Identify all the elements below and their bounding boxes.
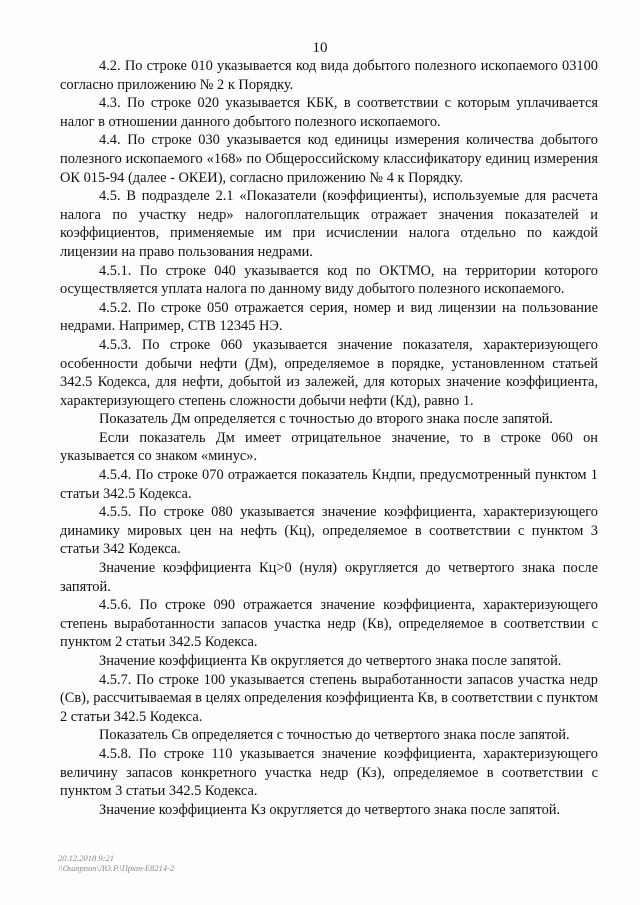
paragraph-4-5: 4.5. В подразделе 2.1 «Показатели (коэффициенты), используемые для расчета налога по участку недр» налогоплательщик отражает значения показателей и коэффициентов, применяемые им при исчислении налога отдельно по каждой лицензии на право пользования недрами.	[60, 188, 598, 260]
document-body	[60, 57, 598, 819]
print-stamp	[58, 853, 174, 873]
paragraph-4-5-4: 4.5.4. По строке 070 отражается показатель Кндпи, предусмотренный пунктом 1 статьи 342.5 Кодекса.	[60, 467, 598, 502]
print-stamp-date: 20.12.2018 9:21	[58, 853, 114, 863]
print-stamp-path: \\Ошпрпнп\ЛО.Р.\Пркт-Е8214-2	[58, 863, 175, 873]
paragraph-kv-rounding: Значение коэффициента Кв округляется до четвертого знака после запятой.	[99, 653, 562, 669]
paragraph-dm-negative: Если показатель Дм имеет отрицательное значение, то в строке 060 он указывается со знаком «минус».	[60, 429, 598, 465]
paragraph-dm-precision: Показатель Дм определяется с точностью до второго знака после запятой.	[99, 411, 553, 428]
paragraph-sv-precision: Показатель Св определяется с точностью до четвертого знака после запятой.	[99, 727, 570, 744]
paragraph-4-4: 4.4. По строке 030 указывается код единицы измерения количества добытого полезного ископаемого «168» по Общероссийскому классификатору единиц измерения ОК 015-94 (далее - ОКЕИ), согласно приложению № 4 к Порядку.	[60, 132, 598, 186]
page-number: 10	[312, 40, 328, 56]
paragraph-kc-rounding: Значение коэффициента Кц>0 (нуля) округляется до четвертого знака после запятой.	[60, 560, 598, 595]
paragraph-4-5-5: 4.5.5. По строке 080 указывается значение коэффициента, характеризующего динамику мировых цен на нефть (Кц), определяемое в соответствии с пунктом 3 статьи 342 Кодекса.	[60, 504, 598, 558]
paragraph-kz-rounding: Значение коэффициента Кз округляется до четвертого знака после запятой.	[99, 801, 561, 818]
paragraph-4-2: 4.2. По строке 010 указывается код вида добытого полезного ископаемого 03100 согласно приложению № 2 к Порядку.	[60, 58, 598, 93]
paragraph-4-5-2: 4.5.2. По строке 050 отражается серия, номер и вид лицензии на пользование недрами. Например, СТВ 12345 НЭ.	[60, 299, 598, 335]
paragraph-4-5-7: 4.5.7. По строке 100 указывается степень выработанности запасов участка недр (Св), рассчитываемая в целях определения коэффициента Кв, в соответствии с пунктом 2 статьи 342.5 Кодекса.	[60, 671, 598, 725]
paragraph-4-5-1: 4.5.1. По строке 040 указывается код по ОКТМО, на территории которого осуществляется уплата налога по данному виду добытого полезного ископаемого.	[60, 262, 598, 298]
paragraph-4-5-3: 4.5.3. По строке 060 указывается значение показателя, характеризующего особенности добычи нефти (Дм), определяемое в порядке, установленном статьей 342.5 Кодекса, для нефти, добытой из залежей, для которых значение коэффициента, характеризующего степень сложности добычи нефти (Кд), равно 1.	[60, 336, 598, 409]
paragraph-4-5-8: 4.5.8. По строке 110 указывается значение коэффициента, характеризующего величину запасов конкретного участка недр (Кз), определяемое в соответствии с пунктом 3 статьи 342.5 Кодекса.	[60, 745, 598, 800]
paragraph-4-3: 4.3. По строке 020 указывается КБК, в соответствии с которым уплачивается налог в отношении данного добытого полезного ископаемого.	[60, 95, 598, 130]
paragraph-4-5-6: 4.5.6. По строке 090 отражается значение коэффициента, характеризующего степень выработанности запасов участка недр (Кв), определяемое в соответствии с пунктом 2 статьи 342.5 Кодекса.	[60, 597, 598, 651]
